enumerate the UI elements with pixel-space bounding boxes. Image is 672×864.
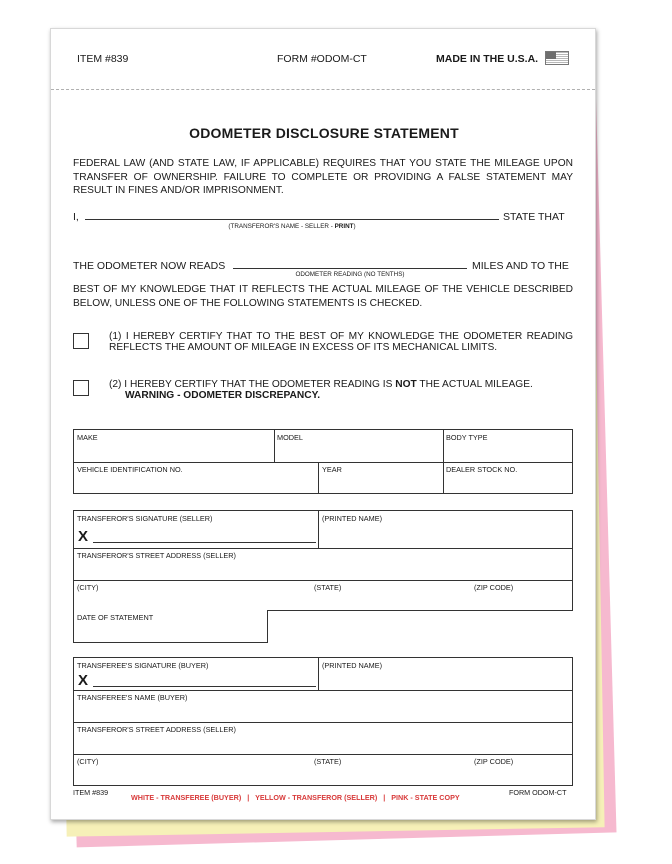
us-flag-icon: [545, 51, 569, 65]
year-field[interactable]: YEAR: [322, 465, 342, 474]
seller-signature-label: TRANSFEROR'S SIGNATURE (SELLER): [77, 514, 213, 523]
footer-form-number: FORM ODOM-CT: [509, 788, 567, 797]
copy-distribution-legend: WHITE - TRANSFEREE (BUYER) | YELLOW - TRANSFEROR (SELLER) | PINK - STATE COPY: [131, 793, 460, 802]
buyer-city-field[interactable]: (CITY): [77, 757, 99, 766]
date-of-statement-box[interactable]: [73, 610, 268, 643]
statement-2-checkbox[interactable]: [73, 380, 89, 396]
buyer-signature-label: TRANSFEREE'S SIGNATURE (BUYER): [77, 661, 209, 670]
statement-1-checkbox[interactable]: [73, 333, 89, 349]
transferor-name-hint: (TRANSFEROR'S NAME - SELLER - PRINT): [228, 223, 356, 230]
footer-item-number: ITEM #839: [73, 788, 109, 797]
intro-paragraph: FEDERAL LAW (AND STATE LAW, IF APPLICABLE) REQUIRES THAT YOU STATE THE MILEAGE UPON TRANSFER OF OWNERSHIP. FAILURE TO COMPLETE OR PROVIDING A FALSE STATEMENT MAY RESULT IN FINES AND/OR IMPRISONMENT.: [73, 158, 573, 196]
line1-suffix: STATE THAT: [503, 211, 565, 223]
line2-suffix: MILES AND TO THE: [472, 260, 569, 272]
header-form-number: FORM #ODOM-CT: [277, 53, 367, 65]
seller-city-field[interactable]: (CITY): [77, 583, 99, 592]
knowledge-paragraph: BEST OF MY KNOWLEDGE THAT IT REFLECTS THE ACTUAL MILEAGE OF THE VEHICLE DESCRIBED BELOW, UNLESS ONE OF THE FOLLOWING STATEMENTS IS CHECKED.: [73, 284, 573, 309]
seller-printed-name-field[interactable]: (PRINTED NAME): [322, 514, 382, 523]
odometer-reading-line[interactable]: [233, 268, 467, 269]
buyer-signature-x: X: [78, 672, 89, 689]
buyer-state-field[interactable]: (STATE): [314, 757, 342, 766]
made-in-usa: MADE IN THE U.S.A.: [436, 53, 539, 65]
form-sheet: [50, 28, 596, 820]
header-item-number: ITEM #839: [77, 53, 129, 65]
buyer-zip-field[interactable]: (ZIP CODE): [474, 757, 514, 766]
buyer-street-field[interactable]: TRANSFEROR'S STREET ADDRESS (SELLER): [77, 725, 236, 734]
buyer-name-field[interactable]: TRANSFEREE'S NAME (BUYER): [77, 693, 188, 702]
seller-signature-x: X: [78, 528, 89, 545]
model-field[interactable]: MODEL: [277, 433, 303, 442]
form-title: ODOMETER DISCLOSURE STATEMENT: [189, 125, 459, 141]
odometer-reading-hint: ODOMETER READING (NO TENTHS): [295, 271, 405, 278]
seller-signature-line[interactable]: [93, 542, 316, 543]
buyer-signature-line[interactable]: [93, 686, 316, 687]
buyer-info-box: [73, 657, 573, 786]
seller-info-box: [73, 510, 573, 611]
date-of-statement-label: DATE OF STATEMENT: [77, 613, 154, 622]
seller-street-field[interactable]: TRANSFEROR'S STREET ADDRESS (SELLER): [77, 551, 236, 560]
seller-zip-field[interactable]: (ZIP CODE): [474, 583, 514, 592]
line1-prefix: I,: [73, 211, 79, 223]
vehicle-info-box: [73, 429, 573, 494]
perforation-line: [51, 89, 595, 90]
dealer-stock-field[interactable]: DEALER STOCK NO.: [446, 465, 518, 474]
statement-2-text: (2) I HEREBY CERTIFY THAT THE ODOMETER READING IS NOT THE ACTUAL MILEAGE. WARNING - ODOMETER DISCREPANCY.: [109, 379, 533, 401]
statement-1-text: (1) I HEREBY CERTIFY THAT TO THE BEST OF MY KNOWLEDGE THE ODOMETER READING REFLECTS THE AMOUNT OF MILEAGE IN EXCESS OF ITS MECHANICAL LIMITS.: [109, 331, 573, 353]
line2-prefix: THE ODOMETER NOW READS: [73, 260, 226, 272]
vin-field[interactable]: VEHICLE IDENTIFICATION NO.: [77, 465, 183, 474]
make-field[interactable]: MAKE: [77, 433, 98, 442]
buyer-printed-name-field[interactable]: (PRINTED NAME): [322, 661, 382, 670]
body-type-field[interactable]: BODY TYPE: [446, 433, 488, 442]
transferor-name-line[interactable]: [85, 219, 499, 220]
seller-state-field[interactable]: (STATE): [314, 583, 342, 592]
